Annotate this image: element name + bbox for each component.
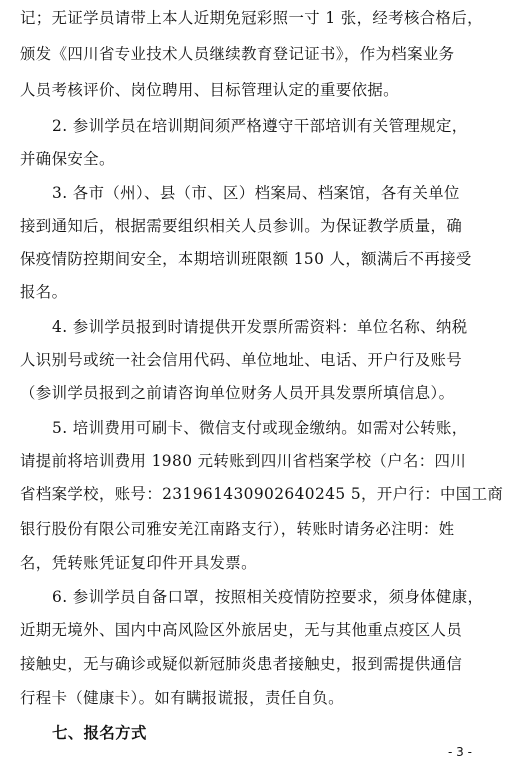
body-text-line: 保疫情防控期间安全，本期培训班限额 150 人，额满后不再接受 — [20, 250, 472, 268]
body-text-line: 记；无证学员请带上本人近期免冠彩照一寸 1 张，经考核合格后， — [20, 9, 483, 27]
body-text-line: 5. 培训费用可刷卡、微信支付或现金缴纳。如需对公转账， — [52, 419, 468, 437]
body-text-line: 4. 参训学员报到时请提供开发票所需资料：单位名称、纳税 — [52, 318, 468, 336]
page-number: - 3 - — [448, 745, 472, 759]
body-text-line: 请提前将培训费用 1980 元转账到四川省档案学校（户名：四川 — [20, 452, 467, 470]
body-text-line: 人员考核评价、岗位聘用、目标管理认定的重要依据。 — [20, 81, 399, 99]
body-text-line: 人识别号或统一社会信用代码、单位地址、电话、开户行及账号 — [20, 351, 463, 369]
section-heading: 七、报名方式 — [52, 724, 147, 742]
body-text-line: （参训学员报到之前请咨询单位财务人员开具发票所填信息）。 — [20, 384, 455, 402]
body-text-line: 接触史，无与确诊或疑似新冠肺炎患者接触史，报到需提供通信 — [20, 655, 463, 673]
body-text-line: 颁发《四川省专业技术人员继续教育登记证书》，作为档案业务 — [20, 45, 455, 63]
body-text-line: 并确保安全。 — [20, 150, 115, 168]
body-text-line: 名，凭转账凭证复印件开具发票。 — [20, 554, 257, 572]
body-text-line: 省档案学校，账号：231961430902640245 5，开户行：中国工商 — [20, 485, 504, 503]
body-text-line: 行程卡（健康卡）。如有瞒报谎报，责任自负。 — [20, 689, 344, 707]
body-text-line: 报名。 — [20, 283, 68, 301]
body-text-line: 近期无境外、国内中高风险区外旅居史，无与其他重点疫区人员 — [20, 621, 463, 639]
body-text-line: 银行股份有限公司雅安羌江南路支行），转账时请务必注明：姓 — [20, 520, 455, 538]
body-text-line: 6. 参训学员自备口罩，按照相关疫情防控要求，须身体健康， — [52, 588, 484, 606]
body-text-line: 2. 参训学员在培训期间须严格遵守干部培训有关管理规定， — [52, 117, 468, 135]
body-text-line: 接到通知后，根据需要组织相关人员参训。为保证教学质量，确 — [20, 217, 463, 235]
body-text-line: 3. 各市（州）、县（市、区）档案局、档案馆，各有关单位 — [52, 184, 460, 202]
